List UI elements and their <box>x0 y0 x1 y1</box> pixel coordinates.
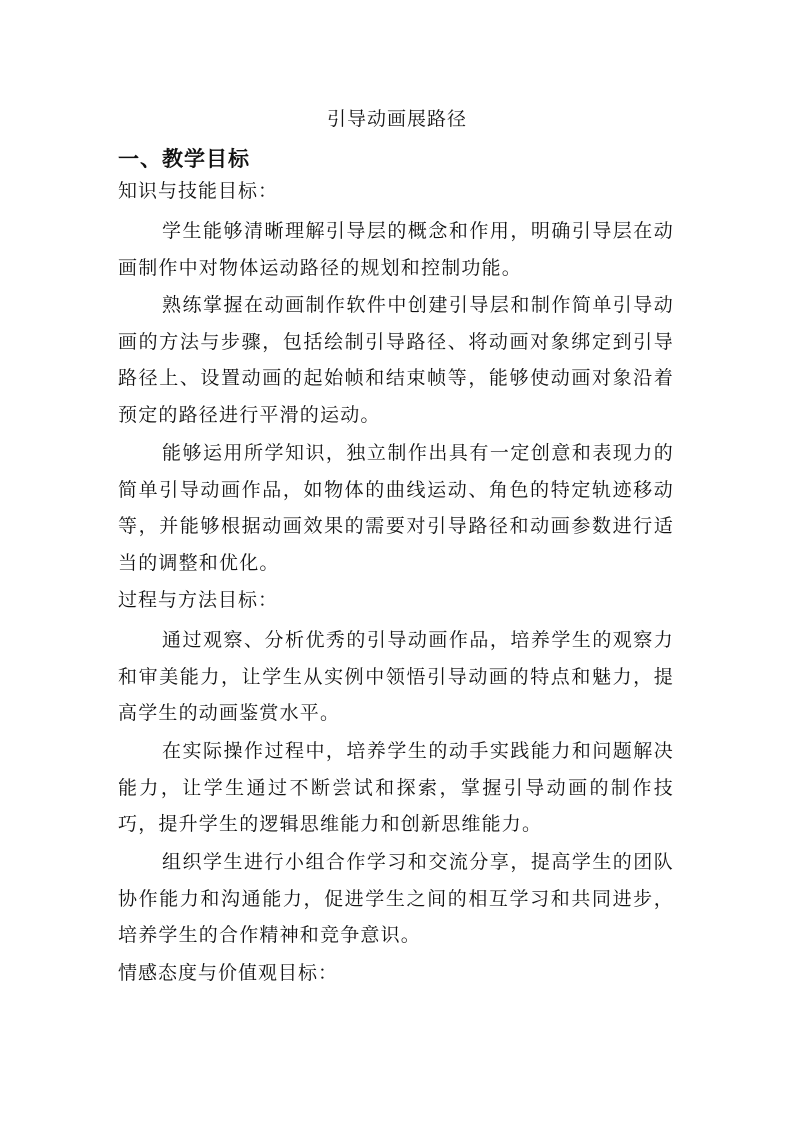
process-method-label: 过程与方法目标： <box>118 589 279 611</box>
knowledge-paragraph-1: 学生能够清晰理解引导层的概念和作用，明确引导层在动画制作中对物体运动路径的规划和控制功能。 <box>118 220 674 279</box>
process-paragraph-1: 通过观察、分析优秀的引导动画作品，培养学生的观察力和审美能力，让学生从实例中领悟引导动画的特点和魅力，提高学生的动画鉴赏水平。 <box>118 629 674 725</box>
document-title: 引导动画展路径 <box>326 108 467 130</box>
process-paragraph-2: 在实际操作过程中，培养学生的动手实践能力和问题解决能力，让学生通过不断尝试和探索，掌握引导动画的制作技巧，提升学生的逻辑思维能力和创新思维能力。 <box>118 740 674 836</box>
knowledge-skill-label: 知识与技能目标： <box>118 180 279 202</box>
knowledge-paragraph-3: 能够运用所学知识，独立制作出具有一定创意和表现力的简单引导动画作品，如物体的曲线运动、角色的特定轨迹移动等，并能够根据动画效果的需要对引导路径和动画参数进行适当的调整和优化。 <box>118 442 674 574</box>
process-paragraph-3: 组织学生进行小组合作学习和交流分享，提高学生的团队协作能力和沟通能力，促进学生之间的相互学习和共同进步，培养学生的合作精神和竞争意识。 <box>118 851 674 947</box>
knowledge-paragraph-2: 熟练掌握在动画制作软件中创建引导层和制作简单引导动画的方法与步骤，包括绘制引导路径、将动画对象绑定到引导路径上、设置动画的起始帧和结束帧等，能够使动画对象沿着预定的路径进行平滑的运动。 <box>118 294 674 426</box>
section-heading-teaching-goals: 一、教学目标 <box>118 147 250 171</box>
emotion-value-label: 情感态度与价值观目标： <box>118 962 339 984</box>
